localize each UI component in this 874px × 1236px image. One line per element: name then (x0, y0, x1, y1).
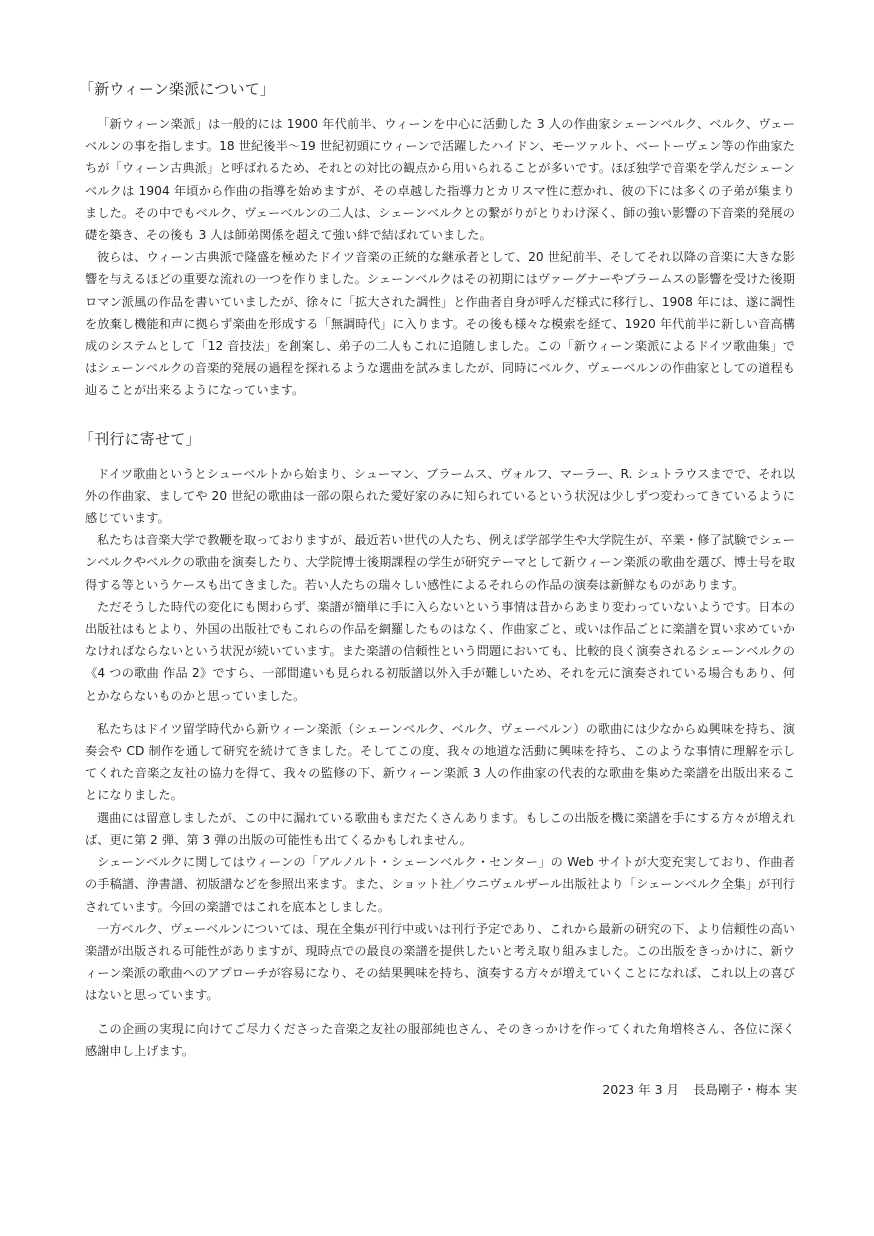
paragraph: ただそうした時代の変化にも関わらず、楽譜が簡単に手に入らないという事情は昔からあまり変わっていないようです。日本の出版社はもとより、外国の出版社でもこれらの作品を網羅したものはなく、作曲家ごと、或いは作品ごとに楽譜を買い求めていかなければならないという状況が続いています。また楽譜の信頼性という問題においても、比較的良く演奏されるシェーンベルクの《4 つの歌曲 作品 2》ですら、一部間違いも見られる初版譜以外入手が難しいため、それを元に演奏されている場合もあり、何とかならないものかと思っていました。 (85, 599, 795, 703)
paragraph: ドイツ歌曲というとシューベルトから始まり、シューマン、ブラームス、ヴォルフ、マーラー、R. シュトラウスまでで、それ以外の作曲家、ましてや 20 世紀の歌曲は一部の限られた愛好家のみに知られているという状況は少しずつ変わってきているように感じています。 (85, 466, 795, 526)
section-body-new-vienna-school (85, 113, 795, 402)
section-title-new-vienna-school: 「新ウィーン楽派について」 (79, 80, 276, 98)
paragraph: シェーンベルクに関してはウィーンの「アルノルト・シェーンベルク・センター」の Web サイトが大変充実しており、作曲者の手稿譜、浄書譜、初版譜などを参照出来ます。また、ショット社／ウニヴェルザール出版社より「シェーンベルク全集」が刊行されています。今回の楽譜ではこれを底本としました。 (85, 855, 795, 914)
paragraph: 「新ウィーン楽派」は一般的には 1900 年代前半、ウィーンを中心に活動した 3 人の作曲家シェーンベルク、ベルク、ヴェーベルンの事を指します。18 世紀後半〜19 世紀初頭にウィーンで活躍したハイドン、モーツァルト、ベートーヴェン等の作曲家たちが「ウィーン古典派」と呼ばれるため、それとの対比の観点から用いられることが多いです。ほぼ独学で音楽を学んだシェーンベルクは 1904 年頃から作曲の指導を始めますが、その卓越した指導力とカリスマ性に惹かれ、彼の下には多くの子弟が集まりました。その中でもベルク、ヴェーベルンの二人は、シェーンベルクとの繋がりがとりわけ深く、師の強い影響の下音楽的発展の礎を築き、その後も 3 人は師弟関係を超えて強い絆で結ばれていました。 (85, 117, 795, 243)
signature-date: 2023 年 3 月 (602, 1081, 680, 1097)
paragraph-spacer (85, 707, 795, 718)
paragraph: この企画の実現に向けてご尽力くださった音楽之友社の服部純也さん、そのきっかけを作ってくれた角増柊さん、各位に深く感謝申し上げます。 (85, 1021, 795, 1058)
paragraph-spacer (85, 1007, 795, 1018)
paragraph: 私たちは音楽大学で教鞭を取っておりますが、最近若い世代の人たち、例えば学部学生や大学院生が、卒業・修了試験でシェーンベルクやベルクの歌曲を演奏したり、大学院博士後期課程の学生が研究テーマとして新ウィーン楽派の歌曲を選び、博士号を取得する等というケースも出てきました。若い人たちの瑞々しい感性によるそれらの作品の演奏は新鮮なものがあります。 (85, 533, 795, 592)
paragraph: 一方ベルク、ヴェーベルンについては、現在全集が刊行中或いは刊行予定であり、これから最新の研究の下、より信頼性の高い楽譜が出版される可能性がありますが、現時点での最良の楽譜を提供したいと考え取り組みました。この出版をきっかけに、新ウィーン楽派の歌曲へのアプローチが容易になり、その結果興味を持ち、演奏する方々が増えていくことになれば、これ以上の喜びはないと思っています。 (85, 921, 795, 1003)
section-spacer (85, 402, 795, 428)
signature-line (85, 1079, 797, 1101)
section-title-publication-note: 「刊行に寄せて」 (79, 429, 201, 448)
section-body-publication-note (85, 463, 795, 1062)
paragraph: 選曲には留意しましたが、この中に漏れている歌曲もまだたくさんあります。もしこの出版を機に楽譜を手にする方々が増えれば、更に第 2 弾、第 3 弾の出版の可能性も出てくるかもしれません。 (85, 810, 795, 847)
signature-authors: 長島剛子・梅本 実 (693, 1081, 797, 1097)
paragraph: 彼らは、ウィーン古典派で隆盛を極めたドイツ音楽の正統的な継承者として、20 世紀前半、そしてそれ以降の音楽に大きな影響を与えるほどの重要な流れの一つを作りました。シェーンベルクはその初期にはヴァーグナーやブラームスの影響を受けた後期ロマン派風の作品を書いていましたが、徐々に「拡大された調性」と作曲者自身が呼んだ様式に移行し、1908 年には、遂に調性を放棄し機能和声に拠らず楽曲を形成する「無調時代」に入ります。その後も様々な模索を経て、1920 年代前半に新しい音高構成のシステムとして「12 音技法」を創案し、弟子の二人もこれに追随しました。この「新ウィーン楽派によるドイツ歌曲集」ではシェーンベルクの音楽的発展の過程を探れるような選曲を試みましたが、同時にベルク、ヴェーベルンの作曲家としての道程も辿ることが出来るようになっています。 (85, 250, 795, 398)
document-page (79, 78, 797, 1101)
paragraph: 私たちはドイツ留学時代から新ウィーン楽派（シェーンベルク、ベルク、ヴェーベルン）の歌曲には少なからぬ興味を持ち、演奏会や CD 制作を通して研究を続けてきました。そしてこの度、我々の地道な活動に興味を持ち、このような事情に理解を示してくれた音楽之友社の協力を得て、我々の監修の下、新ウィーン楽派 3 人の作曲家の代表的な歌曲を集めた楽譜を出版出来ることになりました。 (85, 721, 795, 803)
